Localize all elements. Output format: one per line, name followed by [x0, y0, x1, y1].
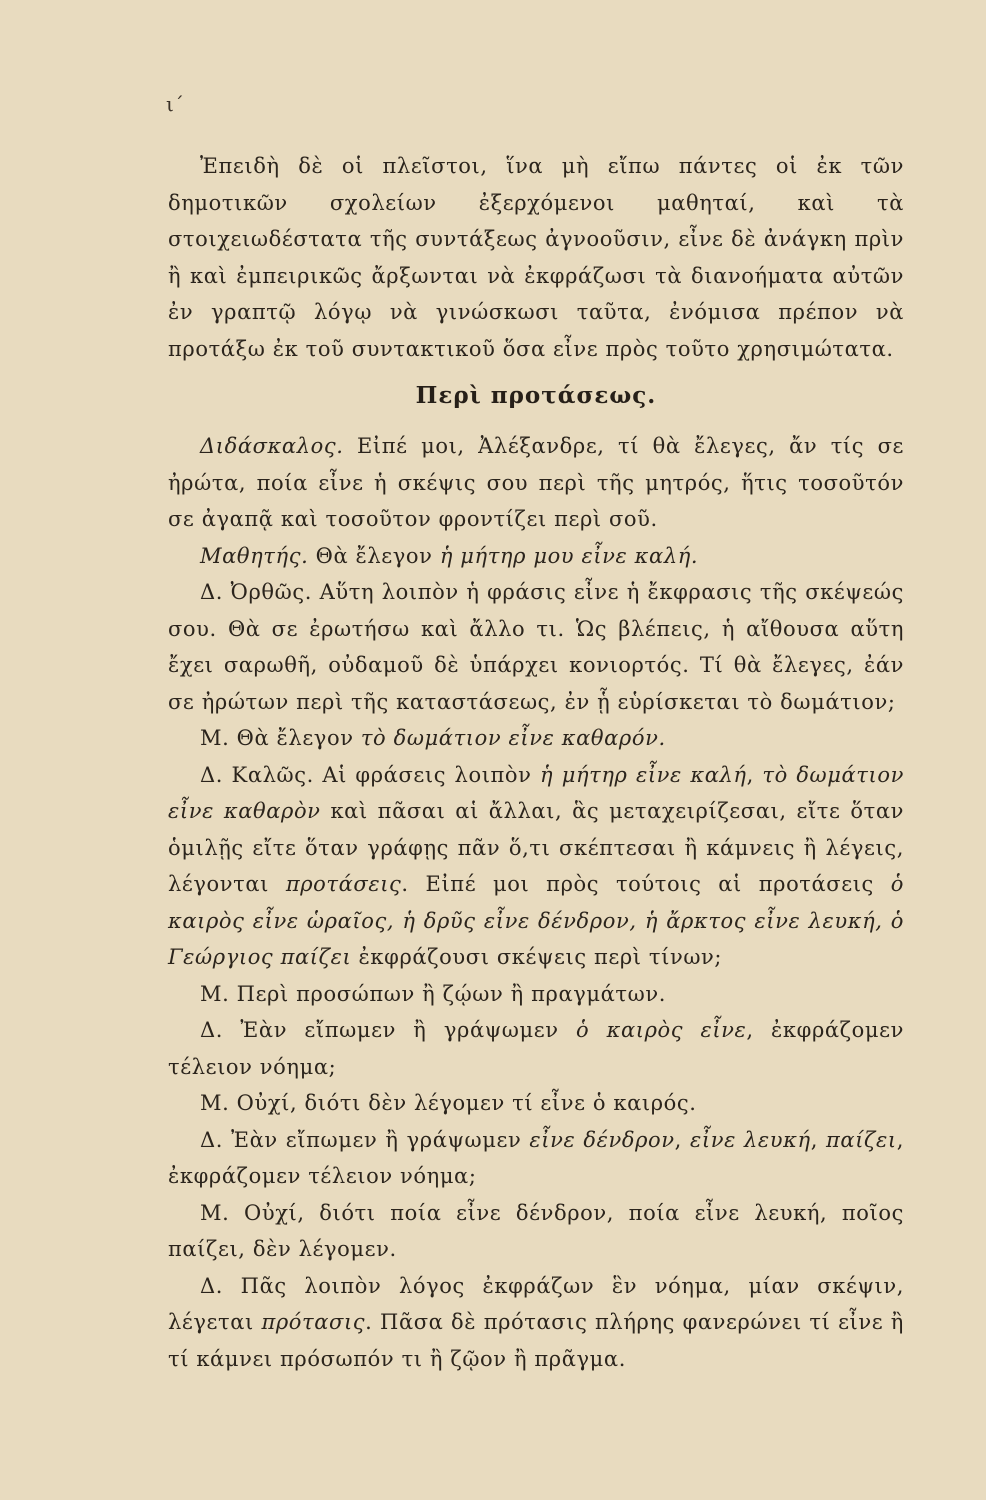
- speaker-label: Μ.: [200, 726, 230, 750]
- italic-example: παίζει: [826, 1127, 897, 1152]
- paragraph-text: καὶ πᾶσαι αἱ ἄλλαι, ἃς μεταχειρίζεσαι, εἴτε ὅταν ὁμιλῇς εἴτε ὅταν γράφῃς πᾶν ὅ,τι σκέπτεσαι ἢ κάμνεις ἢ λέγεις, λέγονται: [168, 799, 904, 896]
- dialogue-section: [168, 428, 904, 1377]
- dialogue-paragraph-7: [168, 1012, 904, 1085]
- speaker-label: Διδάσκαλος.: [200, 434, 344, 458]
- dialogue-paragraph-3: [168, 574, 904, 720]
- paragraph-text: Οὐχί, διότι δὲν λέγομεν τί εἶνε ὁ καιρός.: [229, 1091, 697, 1115]
- paragraph-text: , ἐκφράζομεν τέλειον νόημα;: [168, 1127, 904, 1188]
- paragraph-text: Περὶ προσώπων ἢ ζῴων ἢ πραγμάτων.: [229, 981, 667, 1006]
- dialogue-paragraph-4: [168, 720, 904, 757]
- speaker-label: Μ.: [200, 1200, 230, 1225]
- italic-example: ὁ καιρὸς εἶνε: [575, 1018, 747, 1042]
- italic-example: ἡ μήτηρ μου εἶνε καλή.: [439, 543, 699, 568]
- speaker-label: Δ.: [200, 1127, 224, 1152]
- italic-term: προτάσεις: [285, 872, 402, 896]
- paragraph-text: ἐκφράζουσι σκέψεις περὶ τίνων;: [351, 945, 723, 969]
- paragraph-text: , ἐκφράζομεν τέλειον νόημα;: [168, 1018, 904, 1079]
- paragraph-text: Ὀρθῶς. Αὕτη λοιπὸν ἡ φράσις εἶνε ἡ ἔκφρασις τῆς σκέψεώς σου. Θὰ σε ἐρωτήσω καὶ ἄλλο τι. Ὡς βλέπεις, ἡ αἴθουσα αὕτη ἔχει σαρωθῆ, οὐδαμοῦ δὲ ὑπάρχει κονιορτός. Τί θὰ ἔλεγες, ἐάν σε ἠρώτων περὶ τῆς καταστάσεως, ἐν ᾗ εὑρίσκεται τὸ δωμάτιον;: [168, 580, 904, 714]
- paragraph-text: . Εἰπέ μοι πρὸς τούτοις αἱ προτάσεις: [401, 872, 891, 896]
- dialogue-paragraph-9: [168, 1122, 904, 1195]
- intro-paragraph: [168, 148, 904, 367]
- paragraph-text: ,: [746, 762, 763, 787]
- dialogue-paragraph-5: [168, 757, 904, 976]
- dialogue-paragraph-1: [168, 428, 904, 538]
- dialogue-paragraph-6: [168, 976, 904, 1013]
- paragraph-text: Ἐὰν εἴπωμεν ἢ γράψωμεν: [223, 1127, 530, 1152]
- paragraph-text: Πᾶς λοιπὸν λόγος ἐκφράζων ἓν νόημα, μίαν σκέψιν, λέγεται: [168, 1273, 904, 1334]
- paragraph-text: ,: [674, 1127, 690, 1152]
- paragraph-text: Οὐχί, διότι ποία εἶνε δένδρον, ποία εἶνε λευκή, ποῖος παίζει, δὲν λέγομεν.: [168, 1200, 904, 1261]
- paragraph-text: Θὰ ἔλεγον: [229, 726, 361, 750]
- page-number: ι΄: [166, 92, 184, 116]
- speaker-label: Δ.: [200, 1273, 224, 1298]
- italic-example: ἡ μήτηρ εἶνε καλή: [540, 762, 747, 787]
- paragraph-text: ,: [810, 1127, 827, 1152]
- speaker-label: Δ.: [200, 580, 224, 604]
- speaker-label: Μ.: [200, 1091, 230, 1115]
- dialogue-paragraph-11: [168, 1268, 904, 1378]
- italic-term: πρότασις: [261, 1310, 366, 1334]
- italic-example: εἶνε λευκή: [690, 1127, 811, 1152]
- italic-example: εἶνε δένδρον: [529, 1127, 675, 1152]
- paragraph-text: Εἰπέ μοι, Ἀλέξανδρε, τί θὰ ἔλεγες, ἄν τίς σε ἠρώτα, ποία εἶνε ἡ σκέψις σου περὶ τῆς μητρός, ἥτις τοσοῦτόν σε ἀγαπᾷ καὶ τοσοῦτον φροντίζει περὶ σοῦ.: [168, 434, 904, 531]
- speaker-label: Μ.: [200, 981, 230, 1006]
- italic-example: ὁ καιρὸς εἶνε ὡραῖος, ἡ δρῦς εἶνε δένδρον, ἡ ἄρκτος εἶνε λευκή, ὁ Γεώργιος παίζει: [168, 872, 905, 969]
- dialogue-paragraph-10: [168, 1195, 904, 1268]
- paragraph-text: Ἐὰν εἴπωμεν ἢ γράψωμεν: [223, 1018, 576, 1042]
- section-heading: Περὶ προτάσεως.: [415, 382, 657, 409]
- speaker-label: Μαθητής.: [200, 543, 309, 568]
- dialogue-paragraph-8: [168, 1085, 904, 1122]
- paragraph-text: Θὰ ἔλεγον: [308, 543, 440, 568]
- italic-example: τὸ δωμάτιον εἶνε καθαρόν.: [360, 726, 666, 750]
- dialogue-paragraph-2: [168, 538, 904, 575]
- speaker-label: Δ.: [200, 762, 224, 787]
- paragraph-text: Καλῶς. Αἱ φράσεις λοιπὸν: [223, 762, 541, 787]
- italic-example: τὸ δωμάτιον εἶνε καθαρὸν: [168, 762, 904, 823]
- intro-text: Ἐπειδὴ δὲ οἱ πλεῖστοι, ἵνα μὴ εἴπω πάντες οἱ ἐκ τῶν δημοτικῶν σχολείων ἐξερχόμενοι μαθηταί, καὶ τὰ στοιχειωδέστατα τῆς συντάξεως ἀγνοοῦσιν, εἶνε δὲ ἀνάγκη πρὶν ἢ καὶ ἐμπειρικῶς ἄρξωνται νὰ ἐκφράζωσι τὰ διανοήματα αὐτῶν ἐν γραπτῷ λόγῳ νὰ γινώσκωσι ταῦτα, ἐνόμισα πρέπον νὰ προτάξω ἐκ τοῦ συντακτικοῦ ὅσα εἶνε πρὸς τοῦτο χρησιμώτατα.: [168, 154, 904, 361]
- paragraph-text: . Πᾶσα δὲ πρότασις πλήρης φανερώνει τί εἶνε ἢ τί κάμνει πρόσωπόν τι ἢ ζῷον ἢ πρᾶγμα.: [168, 1310, 904, 1371]
- speaker-label: Δ.: [200, 1018, 224, 1042]
